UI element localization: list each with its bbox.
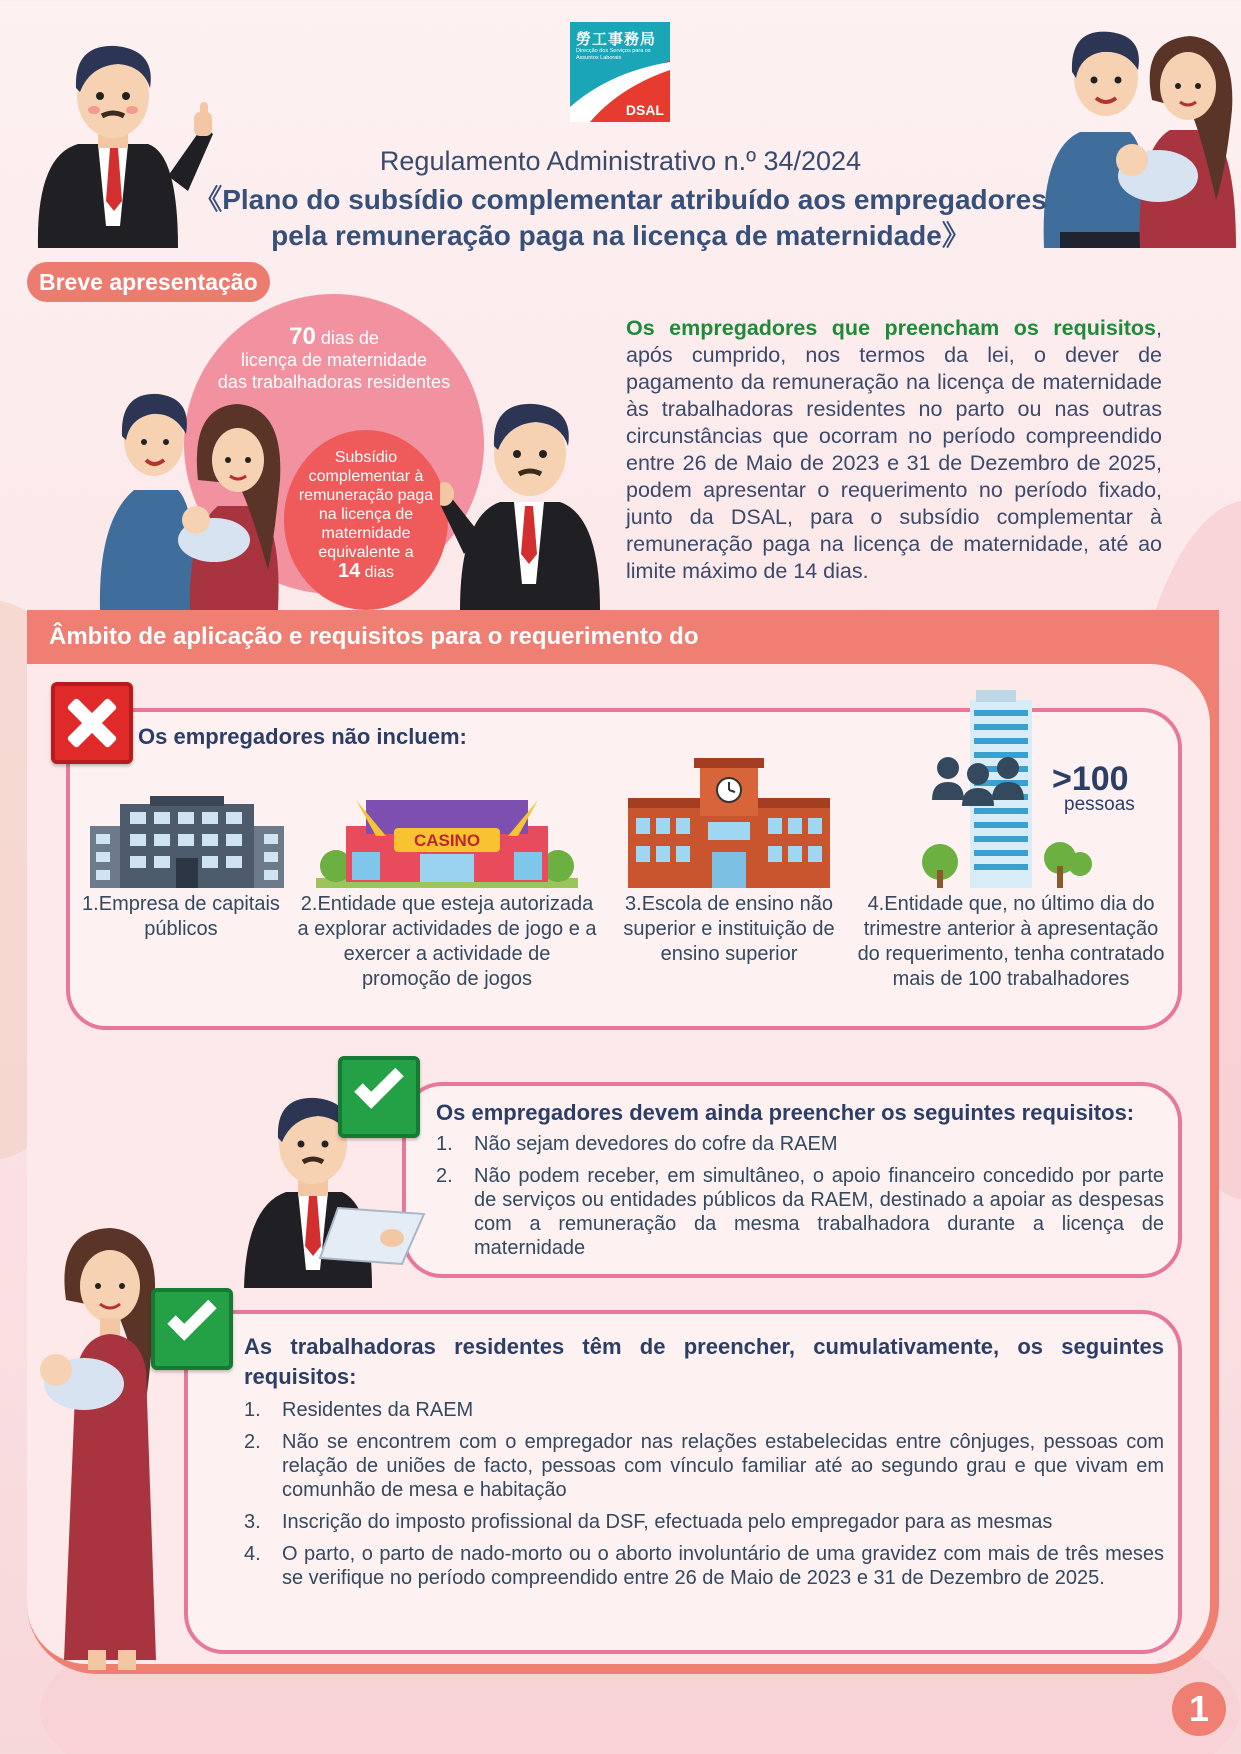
exclusion-item-3: 3.Escola de ensino não superior e instituição de ensino superior <box>623 893 835 965</box>
page-number: 1 <box>1172 1682 1226 1736</box>
exclusions-heading: Os empregadores não incluem: <box>138 724 467 749</box>
list-item: 1. Não sejam devedores do cofre da RAEM <box>436 1133 838 1155</box>
list-item: 2. Não se encontrem com o empregador nas relações estabelecidas entre cônjuges, pessoas com relação de uniões de facto, pessoas com vínculo familiar até ao segundo grau e que vivam em comunhão de mesa e habitação <box>244 1431 1164 1501</box>
list-item: 1. Residentes da RAEM <box>244 1399 474 1421</box>
casino-building-icon <box>316 796 578 888</box>
exclusion-item-2: 2.Entidade que esteja autorizada a explorar actividades de jogo e a exercer a actividade de promoção de jogos <box>297 893 597 990</box>
intro-paragraph <box>626 315 1162 585</box>
worker-requirements-list <box>244 1398 1164 1598</box>
exclusion-item-1: 1.Empresa de capitais públicos <box>82 893 280 940</box>
list-item: 4. O parto, o parto de nado-morto ou o aborto involuntário de uma gravidez com mais de três meses se verifique no período compreendido entre 26 de Maio de 2023 e 31 de Dezembro de 2025. <box>244 1543 1164 1589</box>
employer-requirements-list <box>436 1132 1164 1268</box>
school-building-icon <box>628 752 830 888</box>
logo-abbr: DSAL <box>625 102 664 118</box>
list-item: 3. Inscrição do imposto profissional da DSF, efectuada pelo empregador para as mesmas <box>244 1511 1053 1533</box>
public-company-building-icon <box>90 796 284 888</box>
list-item: 2. Não podem receber, em simultâneo, o apoio financeiro concedido por parte de serviços ou entidades públicos da RAEM, destinado a apoiar as despesas com a remuneração da mesma trabalhadora durante a licença de maternidade <box>436 1165 1164 1259</box>
check-icon <box>338 1056 420 1138</box>
intro-lead: Os empregadores que preencham os requisitos <box>626 316 1157 340</box>
cross-icon <box>51 682 133 764</box>
subsidy-days-number: 14 <box>337 560 361 582</box>
exclusion-item-4: 4.Entidade que, no último dia do trimestre anterior à apresentação do requerimento, tenha contratado mais de 100 trabalhadores <box>857 893 1165 990</box>
subsidy-circle-text: Subsídio complementar à remuneração paga na licença de maternidade equivalente a 14 dias <box>298 449 434 582</box>
maternity-days-number: 70 <box>289 323 316 350</box>
check-icon <box>151 1288 233 1370</box>
intro-family-illustration <box>98 380 298 610</box>
maternity-leave-circle-text: 70 dias de licença de maternidade das trabalhadoras residentes <box>217 323 451 392</box>
page-title-line-2: pela remuneração paga na licença de maternidade》 <box>271 220 970 251</box>
page-title <box>120 182 1121 254</box>
dsal-logo <box>570 22 670 122</box>
logo-chinese-text: 勞工事務局 <box>576 30 657 48</box>
worker-requirements-heading: As trabalhadoras residentes têm de preencher, cumulativamente, os seguintes requisitos: <box>244 1334 1164 1389</box>
scope-section-label: Âmbito de aplicação e requisitos para o requerimento do <box>27 610 800 664</box>
casino-sign-text: CASINO <box>413 831 481 850</box>
employer-requirements-heading: Os empregadores devem ainda preencher os seguintes requisitos: <box>436 1100 1135 1125</box>
intro-body: , após cumprido, nos termos da lei, o dever de pagamento da remuneração na licença de maternidade às trabalhadoras residentes no parto ou nas outras circunstâncias que ocorram no período compreendido entre 26 de Maio de 2023 e 31 de Dezembro de 2025, podem apresentar o requerimento no período fixado, junto da DSAL, para o subsídio complementar à remuneração paga na licença de maternidade, até ao limite máximo de 14 dias. <box>626 316 1162 583</box>
intro-section-label: Breve apresentação <box>27 262 270 302</box>
intro-businessman-illustration <box>440 384 610 610</box>
regulation-number: Regulamento Administrativo n.º 34/2024 <box>379 146 862 176</box>
logo-portuguese-text: Direcção dos Serviços para os Assuntos Laborais <box>576 48 651 61</box>
employee-count-label: >100 <box>1052 760 1129 798</box>
employee-count-unit: pessoas <box>1064 794 1135 815</box>
page-title-line-1: 《Plano do subsídio complementar atribuído aos empregadores <box>194 184 1047 215</box>
